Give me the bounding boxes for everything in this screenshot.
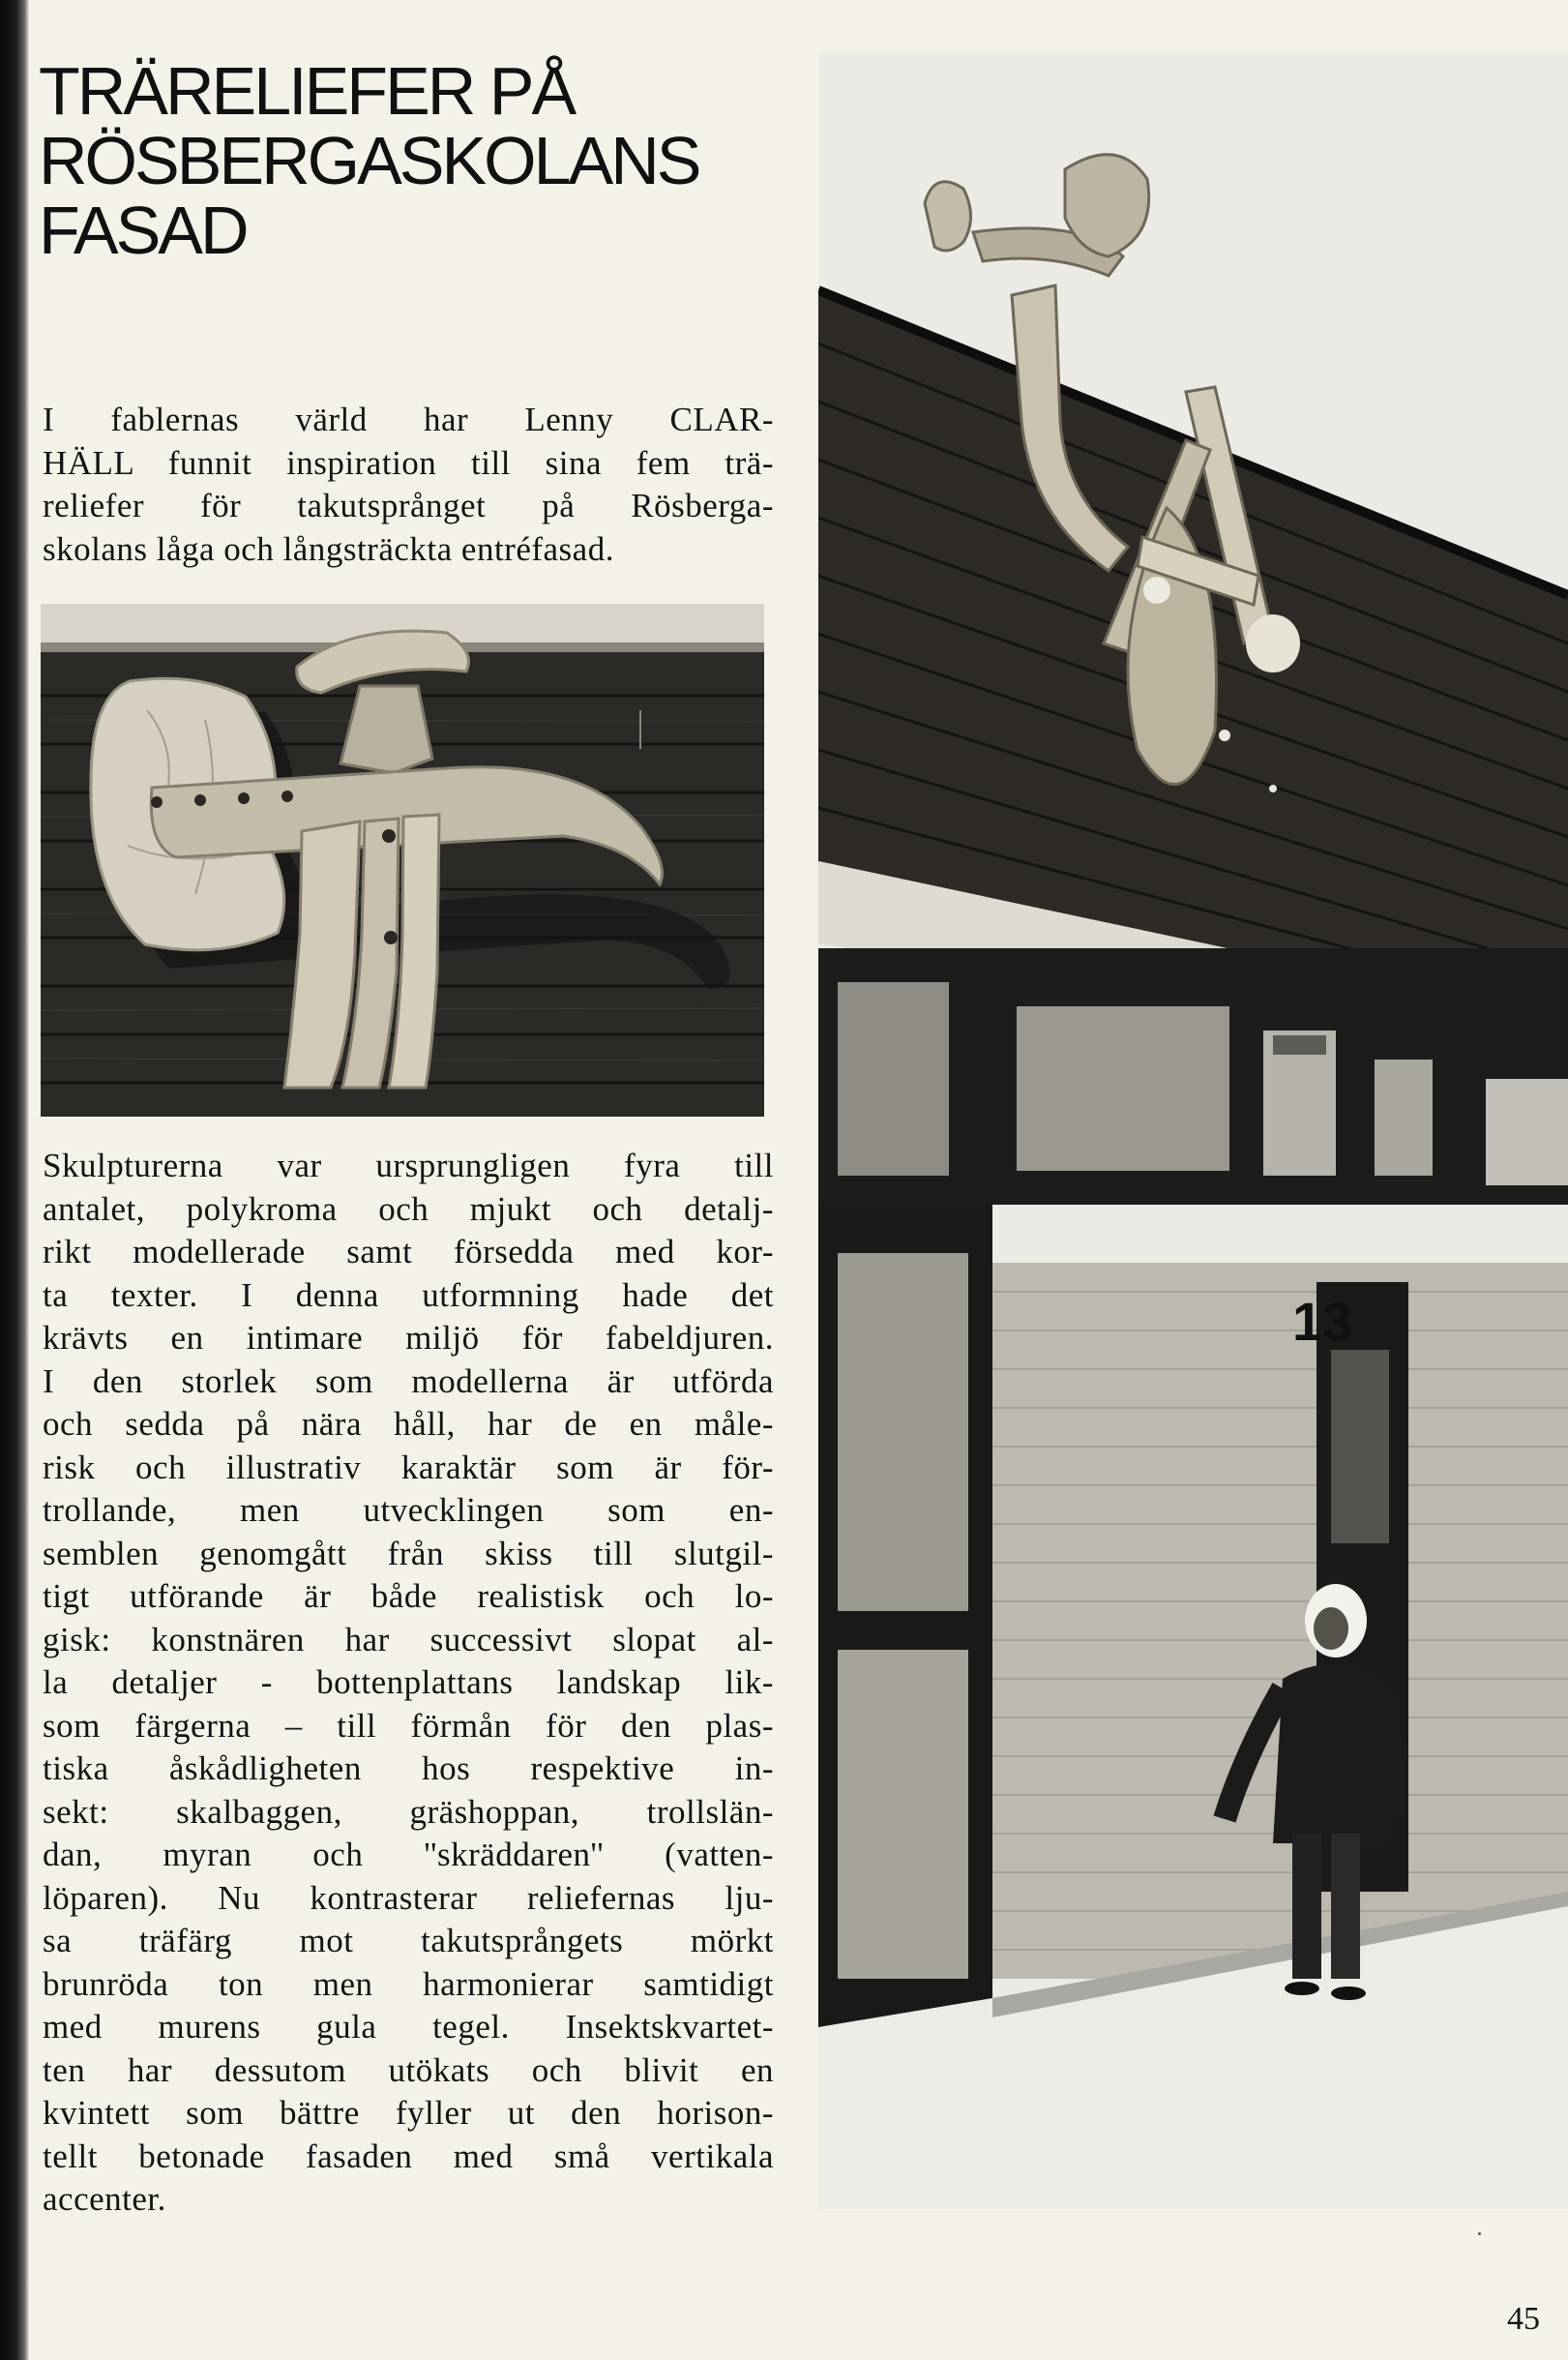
body-line: la detaljer - bottenplattans landskap lik- — [43, 1663, 774, 1701]
body-line: I den storlek som modellerna är utförda — [43, 1361, 774, 1400]
body-line: med murens gula tegel. Insektskvartet- — [43, 2008, 774, 2046]
body-line: accenter. — [43, 2180, 166, 2218]
relief-sculpture-photo — [41, 604, 764, 1117]
body-line: kvintett som bättre fyller ut den horison- — [43, 2094, 774, 2132]
body-line: sekt: skalbaggen, gräshoppan, trollslän- — [43, 1792, 774, 1831]
body-line: semblen genomgått från skiss till slutgil- — [43, 1534, 774, 1572]
binding-spine-shadow — [0, 0, 29, 2360]
body-line: och sedda på nära håll, har de en måle- — [43, 1405, 774, 1443]
page-number: 45 — [1507, 2301, 1540, 2337]
body-line: tellt betonade fasaden med små vertikala — [43, 2136, 774, 2175]
body-line: krävts en intimare miljö för fabeldjuren. — [43, 1319, 774, 1357]
print-speck — [1478, 2232, 1481, 2235]
body-line: brunröda ton men harmonierar samtidigt — [43, 1964, 774, 2003]
intro-paragraph — [43, 399, 774, 571]
body-line: dan, myran och ''skräddaren'' (vatten- — [43, 1836, 774, 1873]
body-paragraph — [43, 1145, 774, 2222]
body-line: trollande, men utvecklingen som en- — [43, 1491, 774, 1529]
door-number: 13 — [1292, 1291, 1353, 1352]
body-line: som färgerna – till förmån för den plas- — [43, 1706, 774, 1745]
body-line: ta texter. I denna utformning hade det — [43, 1275, 774, 1314]
body-line: antalet, polykroma och mjukt och detalj- — [43, 1189, 774, 1228]
intro-line: I fablernas värld har Lenny CLAR- — [43, 401, 774, 438]
intro-line: reliefer för takutsprånget på Rösberga- — [43, 487, 774, 524]
body-line: gisk: konstnären har successivt slopat al- — [43, 1620, 774, 1658]
article-title — [39, 53, 803, 268]
body-line: löparen). Nu kontrasterar reliefernas lju- — [43, 1878, 774, 1917]
body-line: rikt modellerade samt försedda med kor- — [43, 1233, 774, 1270]
body-line: sa träfärg mot takutsprångets mörkt — [43, 1922, 774, 1959]
body-line: risk och illustrativ karaktär som är för- — [43, 1448, 774, 1486]
title-line-2: RÖSBERGASKOLANS — [39, 123, 699, 198]
body-line: Skulpturerna var ursprungligen fyra till — [43, 1147, 774, 1184]
title-line-3: FASAD — [39, 193, 247, 268]
title-line-1: TRÄRELIEFER PÅ — [39, 53, 575, 129]
intro-line: HÄLL funnit inspiration till sina fem trä- — [43, 443, 774, 482]
intro-line: skolans låga och långsträckta entréfasad. — [43, 529, 614, 568]
body-line: ten har dessutom utökats och blivit en — [43, 2050, 774, 2089]
body-line: tiska åskådligheten hos respektive in- — [43, 1749, 774, 1787]
school-facade-photo — [818, 53, 1568, 2209]
body-line: tigt utförande är både realistisk och lo- — [43, 1577, 774, 1615]
